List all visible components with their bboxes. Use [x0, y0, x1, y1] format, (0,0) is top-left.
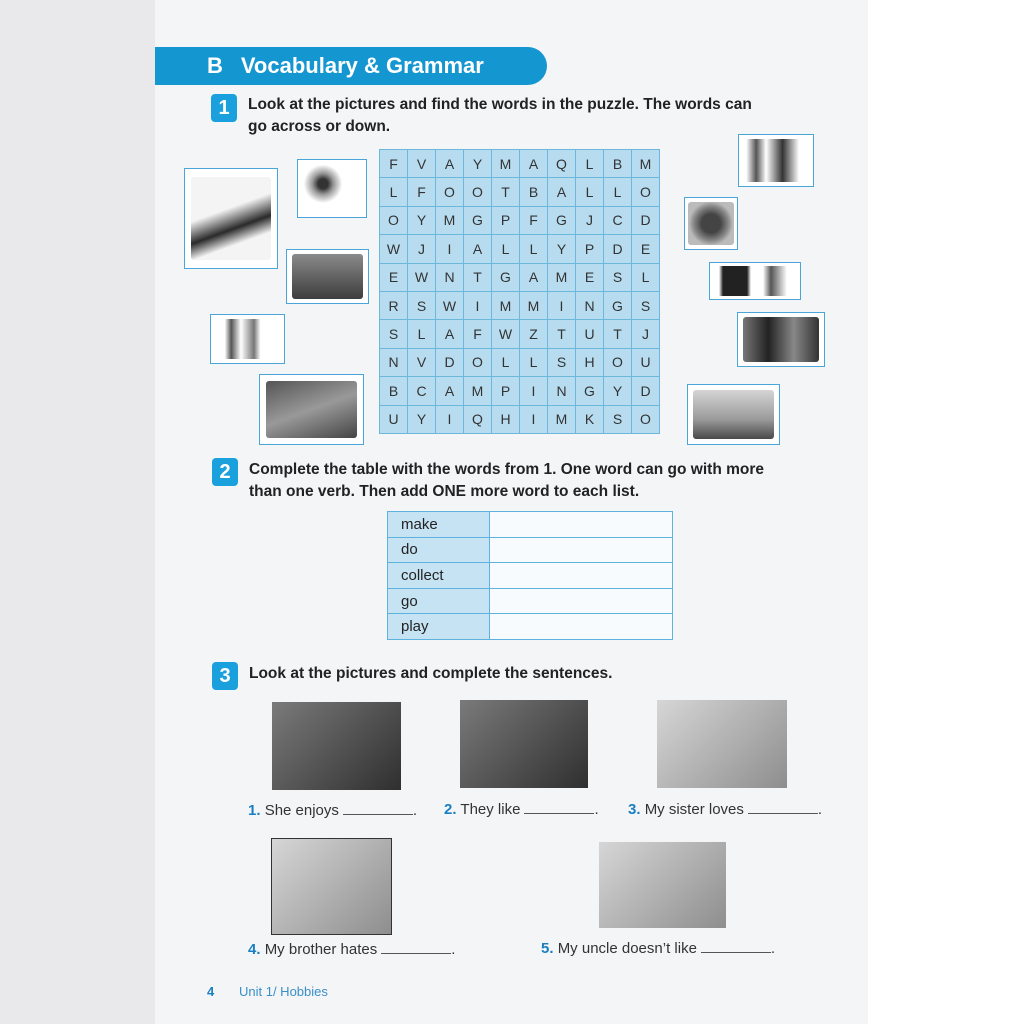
- sentence-end: .: [451, 941, 456, 958]
- puzzle-letter[interactable]: M: [548, 405, 576, 433]
- puzzle-letter[interactable]: C: [604, 206, 632, 234]
- table-row: [388, 563, 673, 589]
- table-row: [388, 614, 673, 640]
- puzzle-row: [380, 320, 660, 348]
- puzzle-letter[interactable]: I: [464, 291, 492, 319]
- puzzle-letter[interactable]: S: [604, 263, 632, 291]
- dancing-photo: [460, 700, 588, 788]
- sentence-number: 1.: [248, 802, 261, 819]
- sentence-text: My uncle doesn’t like: [557, 940, 697, 957]
- puzzle-letter[interactable]: N: [436, 263, 464, 291]
- answer-blank[interactable]: [524, 813, 594, 814]
- puzzle-letter[interactable]: Y: [464, 150, 492, 178]
- puzzle-letter[interactable]: Q: [548, 150, 576, 178]
- puzzle-letter[interactable]: I: [436, 235, 464, 263]
- puzzle-letter[interactable]: P: [576, 235, 604, 263]
- answer-blank[interactable]: [701, 952, 771, 953]
- puzzle-letter[interactable]: W: [436, 291, 464, 319]
- exercise-3-instruction: Look at the pictures and complete the sentences.: [249, 665, 613, 682]
- exercise-2-line-1: Complete the table with the words from 1. One word can go with more: [249, 461, 764, 478]
- puzzle-letter[interactable]: S: [548, 348, 576, 376]
- tent-picture: [259, 374, 364, 445]
- puzzle-letter[interactable]: F: [520, 206, 548, 234]
- puzzle-letter[interactable]: S: [408, 291, 436, 319]
- puzzle-letter[interactable]: I: [520, 377, 548, 405]
- puzzle-letter[interactable]: L: [492, 235, 520, 263]
- puzzle-letter[interactable]: M: [436, 206, 464, 234]
- puzzle-letter[interactable]: L: [576, 150, 604, 178]
- puzzle-letter[interactable]: J: [408, 235, 436, 263]
- sentence-text: My brother hates: [264, 941, 378, 958]
- word-search-grid[interactable]: [379, 149, 660, 434]
- sentence-text: My sister loves: [644, 801, 744, 818]
- table-row: [388, 588, 673, 614]
- answer-cell[interactable]: [490, 563, 673, 589]
- puzzle-letter[interactable]: S: [380, 320, 408, 348]
- puzzle-letter[interactable]: D: [604, 235, 632, 263]
- exercise-1-instruction: [248, 94, 752, 138]
- puzzle-letter[interactable]: W: [408, 263, 436, 291]
- puzzle-letter[interactable]: D: [632, 377, 660, 405]
- puzzle-letter[interactable]: A: [436, 150, 464, 178]
- puzzle-letter[interactable]: O: [632, 178, 660, 206]
- puzzle-letter[interactable]: M: [464, 377, 492, 405]
- puzzle-row: [380, 235, 660, 263]
- puzzle-letter[interactable]: M: [548, 263, 576, 291]
- puzzle-letter[interactable]: A: [436, 377, 464, 405]
- exercise-2-instruction: [249, 459, 764, 503]
- puzzle-row: [380, 377, 660, 405]
- section-header: [155, 47, 547, 85]
- answer-cell[interactable]: [490, 588, 673, 614]
- swimming-picture: [286, 249, 369, 304]
- puzzle-letter[interactable]: C: [408, 377, 436, 405]
- puzzle-letter[interactable]: G: [492, 263, 520, 291]
- answer-blank[interactable]: [343, 814, 413, 815]
- puzzle-letter[interactable]: L: [380, 178, 408, 206]
- answer-blank[interactable]: [381, 953, 451, 954]
- page-number: 4: [207, 984, 215, 999]
- sentence-4: [248, 941, 455, 958]
- puzzle-row: [380, 206, 660, 234]
- puzzle-letter[interactable]: U: [380, 405, 408, 433]
- puzzle-letter[interactable]: N: [548, 377, 576, 405]
- sentence-end: .: [817, 801, 823, 818]
- puzzle-letter[interactable]: B: [520, 178, 548, 206]
- puzzle-letter[interactable]: F: [380, 150, 408, 178]
- puzzle-letter[interactable]: D: [632, 206, 660, 234]
- puzzle-letter[interactable]: L: [632, 263, 660, 291]
- puzzle-letter[interactable]: E: [380, 263, 408, 291]
- puzzle-letter[interactable]: O: [604, 348, 632, 376]
- sentence-number: 5.: [541, 940, 554, 957]
- puzzle-letter[interactable]: Z: [520, 320, 548, 348]
- baking-photo: [272, 702, 401, 790]
- puzzle-letter[interactable]: W: [492, 320, 520, 348]
- puzzle-letter[interactable]: T: [464, 263, 492, 291]
- puzzle-letter[interactable]: N: [576, 291, 604, 319]
- puzzle-letter[interactable]: J: [576, 206, 604, 234]
- verb-label: play: [388, 614, 490, 640]
- puzzle-letter[interactable]: E: [632, 235, 660, 263]
- puzzle-letter[interactable]: Y: [408, 405, 436, 433]
- puzzle-letter[interactable]: H: [576, 348, 604, 376]
- puzzle-row: [380, 150, 660, 178]
- puzzle-letter[interactable]: L: [520, 235, 548, 263]
- puzzle-letter[interactable]: O: [436, 178, 464, 206]
- section-title: Vocabulary & Grammar: [240, 53, 484, 78]
- answer-cell[interactable]: [490, 512, 673, 538]
- puzzle-letter[interactable]: M: [632, 150, 660, 178]
- puzzle-letter[interactable]: J: [632, 320, 660, 348]
- page-edge: [868, 0, 1024, 1024]
- puzzle-letter[interactable]: O: [380, 206, 408, 234]
- puzzle-letter[interactable]: Q: [464, 405, 492, 433]
- puzzle-letter[interactable]: O: [632, 405, 660, 433]
- section-letter: B: [207, 53, 223, 78]
- puzzle-letter[interactable]: I: [548, 291, 576, 319]
- puzzle-letter[interactable]: I: [436, 405, 464, 433]
- puzzle-letter[interactable]: M: [492, 150, 520, 178]
- sentence-1: [248, 802, 417, 819]
- puzzle-letter[interactable]: G: [576, 377, 604, 405]
- puzzle-letter[interactable]: A: [436, 320, 464, 348]
- puzzle-letter[interactable]: W: [380, 235, 408, 263]
- puzzle-letter[interactable]: L: [576, 178, 604, 206]
- puzzle-letter[interactable]: A: [520, 150, 548, 178]
- sentence-5: [541, 940, 775, 957]
- puzzle-letter[interactable]: Y: [548, 235, 576, 263]
- game-console-picture: [709, 262, 801, 300]
- puzzle-letter[interactable]: A: [548, 178, 576, 206]
- puzzle-letter[interactable]: O: [464, 178, 492, 206]
- dolls-picture: [210, 314, 285, 364]
- sentence-text: She enjoys: [264, 802, 339, 819]
- puzzle-letter[interactable]: V: [408, 150, 436, 178]
- answer-cell[interactable]: [490, 537, 673, 563]
- exercise-2-number: 2: [212, 458, 238, 486]
- puzzle-letter[interactable]: D: [436, 348, 464, 376]
- puzzle-letter[interactable]: P: [492, 377, 520, 405]
- verb-label: collect: [388, 563, 490, 589]
- puzzle-row: [380, 263, 660, 291]
- sentence-end: .: [594, 801, 599, 818]
- puzzle-letter[interactable]: U: [576, 320, 604, 348]
- verb-label: do: [388, 537, 490, 563]
- puzzle-letter[interactable]: V: [408, 348, 436, 376]
- puzzle-letter[interactable]: Y: [408, 206, 436, 234]
- puzzle-row: [380, 348, 660, 376]
- puzzle-row: [380, 405, 660, 433]
- answer-blank[interactable]: [748, 813, 818, 814]
- puzzle-letter[interactable]: L: [520, 348, 548, 376]
- exercise-1-line-1: Look at the pictures and find the words in the puzzle. The words can: [248, 96, 752, 113]
- puzzle-letter[interactable]: M: [492, 291, 520, 319]
- toys-picture: [737, 312, 825, 367]
- thumbs-down-photo: [599, 842, 726, 928]
- toy-cars-picture: [738, 134, 814, 187]
- unit-label: Unit 1/ Hobbies: [239, 984, 328, 999]
- sentence-number: 4.: [248, 941, 261, 958]
- karate-picture: [687, 384, 780, 445]
- puzzle-letter[interactable]: U: [632, 348, 660, 376]
- puzzle-letter[interactable]: H: [492, 405, 520, 433]
- reading-photo: [271, 838, 392, 935]
- puzzle-letter[interactable]: K: [576, 405, 604, 433]
- puzzle-letter[interactable]: F: [464, 320, 492, 348]
- sentence-number: 3.: [628, 801, 641, 818]
- puzzle-letter[interactable]: I: [520, 405, 548, 433]
- puzzle-letter[interactable]: Y: [604, 377, 632, 405]
- puzzle-letter[interactable]: G: [604, 291, 632, 319]
- puzzle-row: [380, 178, 660, 206]
- exercise-1-number: 1: [211, 94, 237, 122]
- puzzle-letter[interactable]: N: [380, 348, 408, 376]
- puzzle-letter[interactable]: A: [520, 263, 548, 291]
- puzzle-letter[interactable]: A: [464, 235, 492, 263]
- puzzle-letter[interactable]: B: [604, 150, 632, 178]
- sentence-end: .: [770, 940, 776, 957]
- sentence-number: 2.: [444, 801, 457, 818]
- puzzle-letter[interactable]: L: [408, 320, 436, 348]
- puzzle-letter[interactable]: M: [520, 291, 548, 319]
- puzzle-letter[interactable]: F: [408, 178, 436, 206]
- puzzle-letter[interactable]: R: [380, 291, 408, 319]
- puzzle-letter[interactable]: S: [604, 405, 632, 433]
- flowers-picture: [297, 159, 367, 218]
- puzzle-letter[interactable]: B: [380, 377, 408, 405]
- exercise-2-line-2: than one verb. Then add ONE more word to each list.: [249, 483, 640, 500]
- yoga-picture: [184, 168, 278, 269]
- puzzle-letter[interactable]: L: [492, 348, 520, 376]
- sentence-2: [444, 801, 599, 818]
- exercise-3-number: 3: [212, 662, 238, 690]
- sentence-3: [628, 801, 822, 818]
- puzzle-letter[interactable]: G: [548, 206, 576, 234]
- verb-label: go: [388, 588, 490, 614]
- puzzle-letter[interactable]: T: [548, 320, 576, 348]
- puzzle-letter[interactable]: O: [464, 348, 492, 376]
- sentence-text: They like: [460, 801, 521, 818]
- ball-picture: [684, 197, 738, 250]
- answer-cell[interactable]: [490, 614, 673, 640]
- verb-table: [387, 511, 673, 640]
- puzzle-letter[interactable]: G: [464, 206, 492, 234]
- exercise-1-line-2: go across or down.: [248, 118, 391, 135]
- puzzle-letter[interactable]: E: [576, 263, 604, 291]
- sentence-end: .: [412, 802, 418, 819]
- table-row: [388, 512, 673, 538]
- building-blocks-photo: [657, 700, 787, 788]
- puzzle-letter[interactable]: T: [492, 178, 520, 206]
- table-row: [388, 537, 673, 563]
- puzzle-letter[interactable]: L: [604, 178, 632, 206]
- verb-label: make: [388, 512, 490, 538]
- puzzle-letter[interactable]: P: [492, 206, 520, 234]
- puzzle-letter[interactable]: S: [632, 291, 660, 319]
- puzzle-letter[interactable]: T: [604, 320, 632, 348]
- puzzle-row: [380, 291, 660, 319]
